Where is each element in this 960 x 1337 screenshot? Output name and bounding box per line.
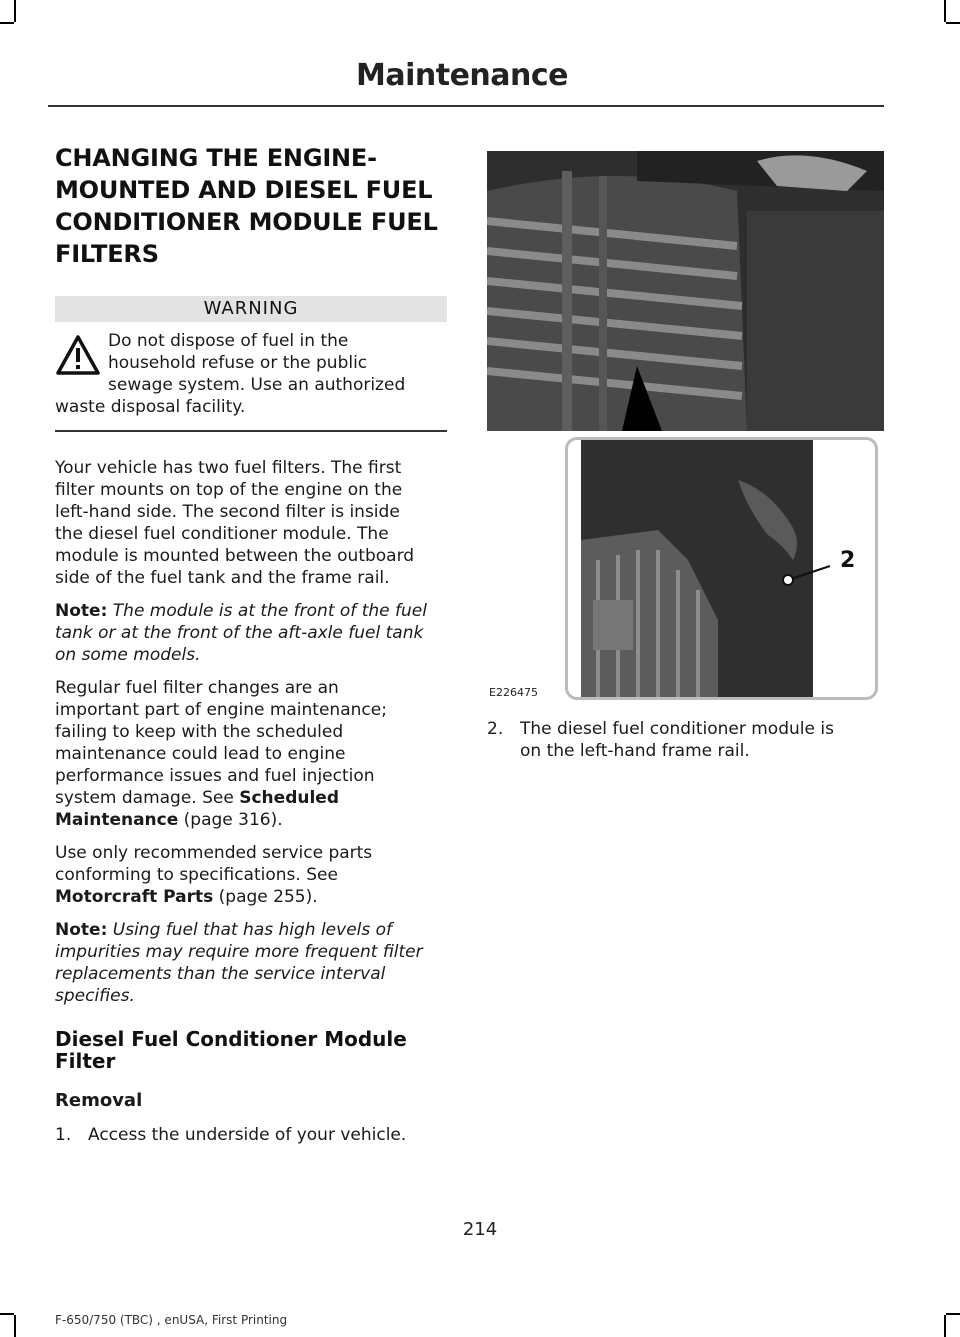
body-line: system damage. See xyxy=(55,788,240,808)
warning-line: household refuse or the public xyxy=(108,353,368,373)
step-number: 1. xyxy=(55,1125,72,1145)
intro-paragraph xyxy=(55,457,447,589)
body-line: maintenance could lead to engine xyxy=(55,744,346,764)
body-line: Regular fuel filter changes are an xyxy=(55,678,339,698)
body-line: left-hand side. The second filter is inside xyxy=(55,502,400,522)
note-text: The module is at the front of the fuel xyxy=(107,601,427,621)
inset-detail xyxy=(565,437,878,700)
crop-mark xyxy=(14,0,16,22)
section-title-line: MOUNTED AND DIESEL FUEL xyxy=(55,176,433,204)
note-paragraph xyxy=(55,600,447,666)
body-line: filter mounts on top of the engine on the xyxy=(55,480,403,500)
body-line: failing to keep with the scheduled xyxy=(55,722,344,742)
body-line: the diesel fuel conditioner module. The xyxy=(55,524,389,544)
underbody-photo xyxy=(487,151,884,431)
note-text: specifies. xyxy=(55,986,135,1006)
right-column xyxy=(487,718,884,762)
crop-mark xyxy=(946,22,960,24)
body-line: side of the fuel tank and the frame rail. xyxy=(55,568,390,588)
warning-triangle-icon xyxy=(55,334,101,376)
warning-line: sewage system. Use an authorized xyxy=(108,375,406,395)
procedure-step xyxy=(487,718,884,762)
header-divider xyxy=(48,105,884,107)
page-reference: (page 255). xyxy=(213,887,318,907)
body-line: important part of engine maintenance; xyxy=(55,700,387,720)
callout-label: 2 xyxy=(840,548,856,573)
left-column xyxy=(55,142,447,1146)
body-line: conforming to specifications. See xyxy=(55,865,338,885)
section-title-line: CONDITIONER MODULE FUEL xyxy=(55,208,438,236)
crop-mark xyxy=(14,1315,16,1337)
warning-line: Do not dispose of fuel in the xyxy=(108,331,349,351)
page-reference: (page 316). xyxy=(178,810,283,830)
crop-mark xyxy=(946,1313,960,1315)
section-title-line: FILTERS xyxy=(55,240,159,268)
scheduled-maintenance-link[interactable]: Scheduled xyxy=(239,788,339,808)
body-line: performance issues and fuel injection xyxy=(55,766,375,786)
body-line: Use only recommended service parts xyxy=(55,843,373,863)
crop-mark xyxy=(944,0,946,22)
warning-text xyxy=(55,330,447,396)
body-line: Your vehicle has two fuel filters. The first xyxy=(55,458,402,478)
crop-mark xyxy=(0,22,14,24)
maintenance-paragraph xyxy=(55,677,447,831)
step-text: Access the underside of your vehicle. xyxy=(88,1125,407,1145)
scheduled-maintenance-link[interactable]: Maintenance xyxy=(55,810,179,830)
note-text: Using fuel that has high levels of xyxy=(107,920,393,940)
subsection-heading xyxy=(55,1028,447,1072)
note-text: replacements than the service interval xyxy=(55,964,386,984)
figure-code: E226475 xyxy=(489,686,538,699)
step-number: 2. xyxy=(487,719,504,739)
note-label: Note: xyxy=(55,601,108,621)
note-text: tank or at the front of the aft-axle fuel tank xyxy=(55,623,424,643)
body-line: module is mounted between the outboard xyxy=(55,546,415,566)
parts-paragraph xyxy=(55,842,447,908)
motorcraft-parts-link[interactable]: Motorcraft Parts xyxy=(55,887,214,907)
inset-photo xyxy=(568,440,878,700)
note-paragraph xyxy=(55,919,447,1007)
section-title-line: CHANGING THE ENGINE- xyxy=(55,144,377,172)
note-text: impurities may require more frequent filter xyxy=(55,942,423,962)
section-title xyxy=(55,142,447,270)
crop-mark xyxy=(944,1315,946,1337)
subsection-heading-line: Diesel Fuel Conditioner Module xyxy=(55,1027,407,1051)
page-header-title: Maintenance xyxy=(355,58,568,93)
crop-mark xyxy=(0,1313,14,1315)
page-number: 214 xyxy=(462,1219,498,1240)
warning-box xyxy=(55,330,447,432)
procedure-step xyxy=(55,1124,447,1146)
note-label: Note: xyxy=(55,920,108,940)
warning-line: waste disposal facility. xyxy=(55,397,246,417)
footer-text: F-650/750 (TBC) , enUSA, First Printing xyxy=(55,1313,288,1327)
step-text: The diesel fuel conditioner module is xyxy=(520,719,834,739)
warning-heading: WARNING xyxy=(55,296,447,322)
removal-heading: Removal xyxy=(55,1090,143,1111)
step-text: on the left-hand frame rail. xyxy=(520,741,750,761)
figure-fuel-conditioner xyxy=(487,151,884,704)
subsection-heading-line: Filter xyxy=(55,1049,116,1073)
note-text: on some models. xyxy=(55,645,201,665)
